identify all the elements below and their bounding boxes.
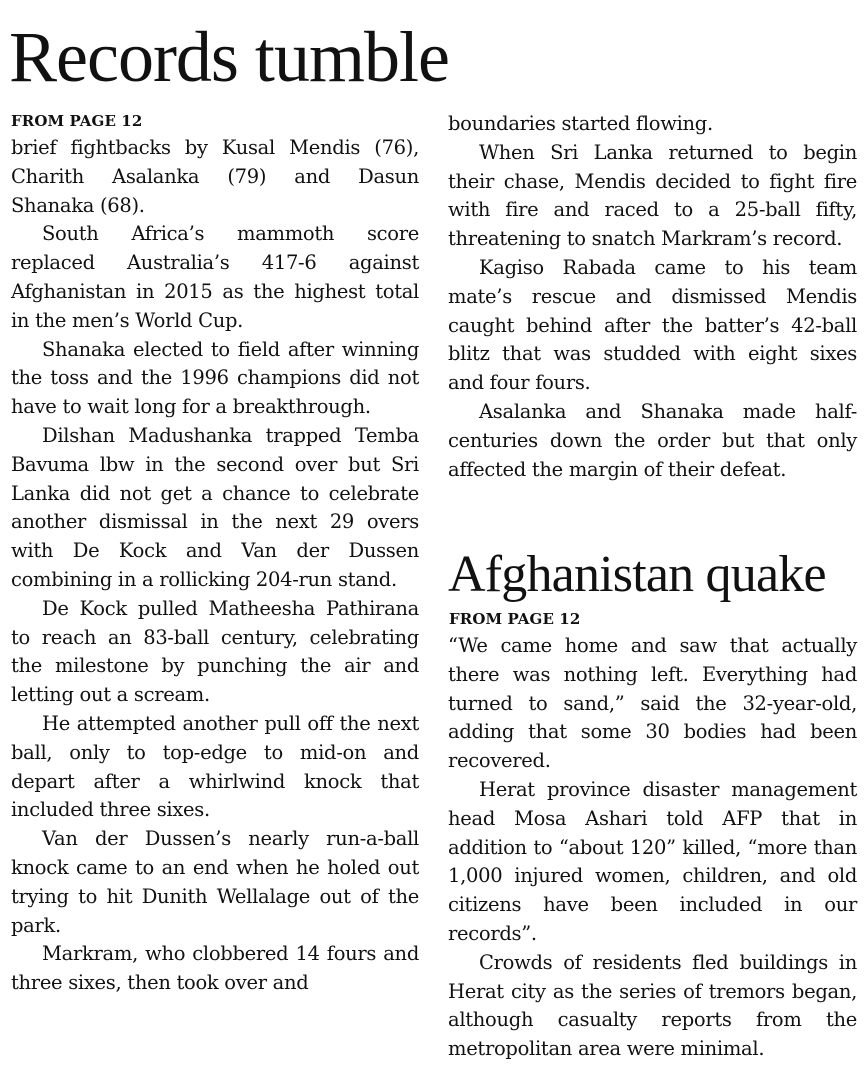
paragraph: Kagiso Rabada came to his team mate’s rescue and dismissed Mendis caught behind after the batter’s 42-ball blitz that was studded with eight sixes and four fours. bbox=[448, 255, 857, 395]
paragraph: brief fightbacks by Kusal Mendis (76), Charith Asalanka (79) and Dasun Shanaka (68). bbox=[11, 136, 419, 217]
paragraph: South Africa’s mammoth score replaced Australia’s 417-6 against Afghanistan in 2015 as the highest total in the men’s World Cup. bbox=[11, 222, 419, 332]
paragraph: Asalanka and Shanaka made half-centuries down the order but that only affected the margin of their defeat. bbox=[448, 399, 857, 481]
paragraph: He attempted another pull off the next ball, only to top-edge to mid-on and depart after a whirlwind knock that included three sixes. bbox=[11, 711, 419, 822]
paragraph: Shanaka elected to field after winning the toss and the 1996 champions did not have to wait long for a breakthrough. bbox=[11, 337, 419, 419]
continuation-kicker-afghanistan: FROM PAGE 12 bbox=[449, 610, 581, 628]
paragraph: “We came home and saw that actually there was nothing left. Everything had turned to sand,” said the 32-year-old, adding that some 30 bodies had been recovered. bbox=[448, 634, 857, 773]
paragraph: Markram, who clobbered 14 fours and three sixes, then took over and bbox=[11, 942, 419, 995]
article-records-column-2 bbox=[448, 110, 857, 484]
headline-records-tumble: Records tumble bbox=[9, 17, 449, 97]
article-records-column-1 bbox=[11, 134, 419, 998]
paragraph: Van der Dussen’s nearly run-a-ball knock came to an end when he holed out trying to hit Dunith Wellalage out of the park. bbox=[11, 827, 419, 937]
paragraph: boundaries started flowing. bbox=[448, 112, 713, 135]
paragraph: Crowds of residents fled buildings in Herat city as the series of tremors began, although casualty reports from the metropolitan area were minimal. bbox=[448, 950, 857, 1061]
continuation-kicker-records: FROM PAGE 12 bbox=[11, 112, 143, 130]
paragraph: Herat province disaster management head Mosa Ashari told AFP that in addition to “about 120” killed, “more than 1,000 injured women, children, and old citizens have been included in our records”. bbox=[448, 777, 857, 945]
article-afghanistan-column bbox=[448, 632, 857, 1064]
paragraph: When Sri Lanka returned to begin their chase, Mendis decided to fight fire with fire and raced to a 25-ball fifty, threatening to snatch Markram’s record. bbox=[448, 140, 857, 251]
headline-afghanistan-quake: Afghanistan quake bbox=[448, 546, 826, 603]
paragraph: Dilshan Madushanka trapped Temba Bavuma lbw in the second over but Sri Lanka did not get a chance to celebrate another dismissal in the next 29 overs with De Kock and Van der Dussen combining in a rollicking 204-run stand. bbox=[11, 423, 419, 591]
paragraph: De Kock pulled Matheesha Pathirana to reach an 83-ball century, celebrating the milestone by punching the air and letting out a scream. bbox=[11, 596, 419, 707]
